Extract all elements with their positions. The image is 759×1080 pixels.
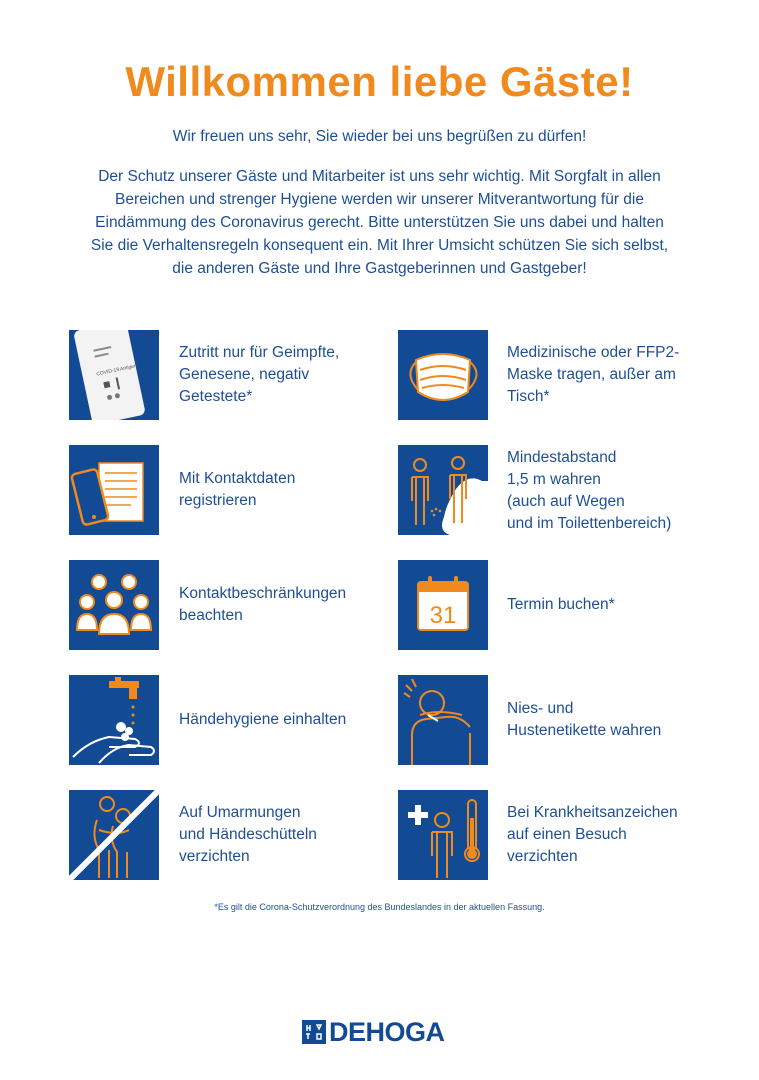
rule-text-contacts-limit: Kontaktbeschränkungen beachten bbox=[179, 585, 347, 624]
group-icon bbox=[69, 560, 159, 650]
body-paragraph bbox=[50, 165, 709, 280]
rule-text-no-hug: Auf Umarmungen und Händeschütteln verzichten bbox=[179, 804, 317, 865]
sneeze-icon bbox=[398, 675, 488, 765]
rule-text-sick: Bei Krankheitsanzeichen auf einen Besuch verzichten bbox=[507, 804, 678, 865]
rule-text-distance: Mindestabstand 1,5 m wahren (auch auf Wegen und im Toilettenbereich) bbox=[507, 449, 672, 532]
calendar-day: 31 bbox=[429, 602, 457, 629]
sick-thermometer-icon bbox=[398, 790, 488, 880]
distance-icon bbox=[398, 445, 488, 535]
body-line: Eindämmung des Coronavirus gerecht. Bitte unterstützen Sie uns dabei und halten bbox=[95, 214, 664, 231]
face-mask-icon bbox=[398, 330, 488, 420]
logo-mark-icon bbox=[302, 1020, 326, 1044]
calendar-icon bbox=[398, 560, 488, 650]
intro-text: Wir freuen uns sehr, Sie wieder bei uns begrüßen zu dürfen! bbox=[172, 128, 587, 145]
test-card-text: COVID-19 Antigen bbox=[95, 363, 138, 378]
rule-text-contact: Mit Kontaktdaten registrieren bbox=[179, 470, 296, 509]
test-certificate-icon bbox=[69, 330, 159, 420]
footnote: *Es gilt die Corona-Schutzverordnung des Bundeslandes in der aktuellen Fassung. bbox=[214, 902, 545, 912]
handwashing-icon bbox=[69, 675, 159, 765]
rule-text-booking: Termin buchen* bbox=[507, 596, 615, 613]
body-line: Bereichen und strenger Hygiene werden wir unserer Mitverantwortung für die bbox=[115, 191, 644, 208]
rule-text-vaccinated: Zutritt nur für Geimpfte, Genesene, negativ Getestete* bbox=[179, 344, 340, 405]
body-line: Sie die Verhaltensregeln konsequent ein. Mit Ihrer Umsicht schützen Sie sich selbst, bbox=[90, 237, 669, 254]
body-line: Der Schutz unserer Gäste und Mitarbeiter ist uns sehr wichtig. Mit Sorgfalt in allen bbox=[98, 168, 661, 185]
logo-text: DEHOGA bbox=[329, 1016, 445, 1047]
rule-text-hygiene: Händehygiene einhalten bbox=[179, 711, 347, 728]
rule-text-mask: Medizinische oder FFP2- Maske tragen, außer am Tisch* bbox=[507, 344, 680, 405]
contact-form-icon bbox=[69, 445, 159, 535]
body-line: die anderen Gäste und Ihre Gastgeberinnen und Gastgeber! bbox=[172, 260, 587, 277]
dehoga-logo bbox=[302, 1018, 445, 1046]
no-hug-icon bbox=[69, 790, 159, 880]
page-title: Willkommen liebe Gäste! bbox=[125, 58, 634, 105]
rule-text-sneeze: Nies- und Hustenetikette wahren bbox=[507, 700, 662, 739]
